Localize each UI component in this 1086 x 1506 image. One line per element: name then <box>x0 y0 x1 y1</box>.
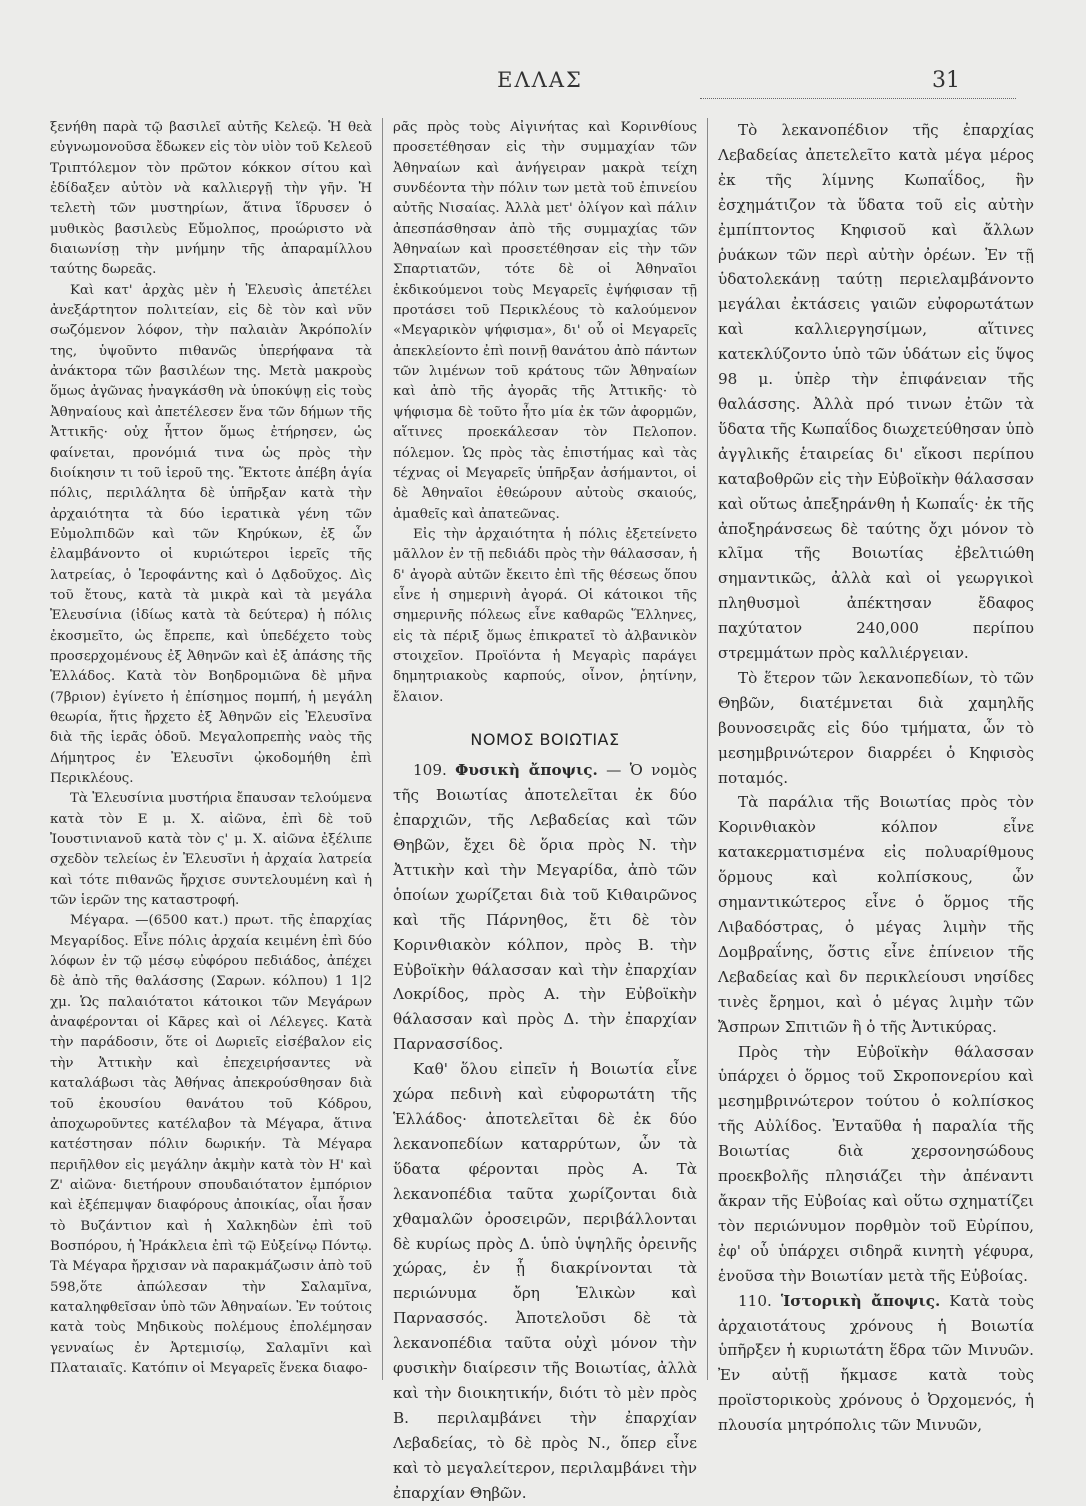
header-rule <box>700 98 1016 99</box>
left-column <box>50 118 372 1379</box>
section-text: — Ὁ νομὸς τῆς Βοιωτίας ἀποτελεῖται ἐκ δύο ἐπαρχιῶν, τῆς Λεβαδείας καὶ τῶν Θηβῶν, ἔχει δὲ ὅρια πρὸς Ν. τὴν Ἀττικὴν καὶ τὴν Μεγαρίδα, ἀπὸ τῶν ὁποίων χωρίζεται διὰ τοῦ Κιθαιρῶνος καὶ τῆς Πάρνηθος, ἔτι δὲ τὸν Κορινθιακὸν κόλπον, πρὸς Β. τὴν Εὐβοϊκὴν θάλασσαν καὶ τὴν ἐπαρχίαν Λοκρίδος, πρὸς Α. τὴν Εὐβοϊκὴν θάλασσαν καὶ πρὸς Δ. τὴν ἐπαρχίαν Παρνασσίδος. <box>393 761 697 1054</box>
paragraph: Καὶ κατ' ἀρχὰς μὲν ἡ Ἐλευσὶς ἀπετέλει ἀνεξάρτητον πολιτείαν, εἰς δὲ τὸν καὶ νῦν σωζόμενον λόφον, τὴν παλαιὰν Ἀκρόπολίν της, ὑψοῦντο πιθανῶς ὑπερήφανα τὰ ἀνάκτορα τῶν βασιλέων της. Μετὰ μακροὺς ὅμως ἀγῶνας ἠναγκάσθη νὰ ὑποκύψῃ εἰς τοὺς Ἀθηναίους καὶ ἀπετέλεσεν ἕνα τῶν δήμων τῆς Ἀττικῆς· οὐχ ἧττον ὅμως ἐτήρησεν, ὡς φαίνεται, προνόμιά τινα ὡς πρὸς τὴν διοίκησιν τι τοῦ ἱεροῦ της. Ἔκτοτε ἀπέβη ἁγία πόλις, περιλάλητα δὲ ὑπῆρξαν κατὰ τὴν ἀρχαιότητα τὰ δύο ἱερατικὰ γένη τῶν Εὐμολπιδῶν καὶ τῶν Κηρύκων, ἐξ ὧν ἐλαμβάνοντο οἱ κυριώτεροι ἱερεῖς τῆς λατρείας, ὁ Ἱεροφάντης καὶ ὁ Δᾳδοῦχος. Δὶς τοῦ ἔτους, κατὰ τὰ μικρὰ καὶ τὰ μεγάλα Ἐλευσίνια (ἰδίως κατὰ τὰ δεύτερα) ἡ πόλις ἐκοσμεῖτο, ὡς ἔπρεπε, καὶ ὑπεδέχετο τοὺς προσερχομένους ἐξ Ἀθηνῶν καὶ ἐξ ἁπάσης τῆς Ἑλλάδος. Κατὰ τὸν Βοηδρομιῶνα δὲ μῆνα (7βριον) ἐγίνετο ἡ ἐπίσημος πομπή, ἡ μεγάλη θεωρία, ἥτις ἤρχετο ἐξ Ἀθηνῶν εἰς Ἐλευσῖνα διὰ τῆς ἱερᾶς ὁδοῦ. Μεγαλοπρεπὴς ναὸς τῆς Δήμητρος ἐν Ἐλευσῖνι ᾠκοδομήθη ἐπὶ Περικλέους. <box>50 282 372 786</box>
section-number: 110. <box>738 1291 772 1310</box>
page-number: 31 <box>932 68 960 93</box>
right-column <box>718 118 1034 1438</box>
section-heading: Φυσικὴ ἄποψις. <box>455 761 598 780</box>
paragraph: ρᾶς πρὸς τοὺς Αἰγινήτας καὶ Κορινθίους προσετέθησαν εἰς τὴν συμμαχίαν τῶν Ἀθηναίων καὶ ἀνήγειραν μακρὰ τείχη συνδέοντα τὴν πόλιν των μετὰ τοῦ ἐπινείου αὐτῆς Νισαίας. Ἀλλὰ μετ' ὀλίγον καὶ πάλιν ἀπεσπάσθησαν ἀπὸ τῆς συμμαχίας τῶν Ἀθηναίων καὶ προσετέθησαν εἰς τὴν τῶν Σπαρτιατῶν, τότε δὲ οἱ Ἀθηναῖοι ἐκδικούμενοι τοὺς Μεγαρεῖς ἐψήφισαν τῇ προτάσει τοῦ Περικλέους τὸ καλούμενον «Μεγαρικὸν ψήφισμα», δι' οὗ οἱ Μεγαρεῖς ἀπεκλείοντο ἐπὶ ποινῇ θανάτου ἀπὸ πάντων τῶν λιμένων τοῦ κράτους τῶν Ἀθηναίων καὶ ἀπὸ τῆς ἀγορᾶς τῆς Ἀττικῆς· τὸ ψήφισμα δὲ τοῦτο ἦτο μία ἐκ τῶν ἀφορμῶν, αἵτινες προεκάλεσαν τὸν Πελοπον. πόλεμον. Ὡς πρὸς τὰς ἐπιστήμας καὶ τὰς τέχνας οἱ Μεγαρεῖς ὑπῆρξαν ἀσήμαντοι, οἱ δὲ Ἀθηναῖοι ἐθεώρουν αὐτοὺς σκαιούς, ἀμαθεῖς καὶ ἀπατεῶνας. <box>393 120 697 522</box>
paragraph: Πρὸς τὴν Εὐβοϊκὴν θάλασσαν ὑπάρχει ὁ ὅρμος τοῦ Σκροπονερίου καὶ μεσημβρινώτερον τούτου ὁ κολπίσκος τῆς Αὐλίδος. Ἐνταῦθα ἡ παραλία τῆς Βοιωτίας διὰ χερσονησώδους προεκβολῆς πλησιάζει τὴν ἀπέναντι ἄκραν τῆς Εὐβοίας καὶ οὕτω σχηματίζει τὸν περιώνυμον πορθμὸν τοῦ Εὐρίπου, ἐφ' οὗ ὑπάρχει σιδηρᾶ κινητὴ γέφυρα, ἑνοῦσα τὴν Βοιωτίαν μετὰ τῆς Εὐβοίας. <box>718 1042 1034 1285</box>
paragraph: Τὰ Ἐλευσίνια μυστήρια ἔπαυσαν τελούμενα κατὰ τὸν Ε μ. Χ. αἰῶνα, ἐπὶ δὲ τοῦ Ἰουστινιανοῦ κατὰ τὸν ς' μ. Χ. αἰῶνα ἐξέλιπε σχεδὸν τελείως ἐν Ἐλευσῖνι ἡ ἀρχαία λατρεία καὶ τότε πιθανῶς ἤρχισε συντελουμένη καὶ ἡ τῶν ἱερῶν της καταστροφή. <box>50 791 372 909</box>
section-109 <box>393 758 697 1057</box>
paragraph: Τὸ λεκανοπέδιον τῆς ἐπαρχίας Λεβαδείας ἀπετελεῖτο κατὰ μέγα μέρος ἐκ τῆς λίμνης Κωπαΐδος, ἣν ἐσχημάτιζον τὰ ὕδατα τοῦ εἰς αὐτὴν ἐμπίπτοντος Κηφισοῦ καὶ ἄλλων ῥυάκων τῶν περὶ αὐτὴν ὀρέων. Ἐν τῇ ὑδατολεκάνῃ ταύτῃ περιελαμβάνοντο μεγάλαι ἐκτάσεις γαιῶν εὐφορωτάτων καὶ καλλιεργησίμων, αἵτινες κατεκλύζοντο ὑπὸ τῶν ὑδάτων εἰς ὕψος 98 μ. ὑπὲρ τὴν ἐπιφάνειαν τῆς θαλάσσης. Ἀλλὰ πρό τινων ἐτῶν τὰ ὕδατα τῆς Κωπαΐδος διωχετεύθησαν ὑπὸ ἀγγλικῆς ἑταιρείας δι' εἴκοσι περίπου καταβοθρῶν εἰς τὴν Εὐβοϊκὴν θάλασσαν καὶ οὕτως ἀπεξηράνθη ἡ Κωπαΐς· ἐκ τῆς ἀποξηράνσεως δὲ ταύτης ὄχι μόνον τὸ κλῖμα τῆς Βοιωτίας ἐβελτιώθη σημαντικῶς, ἀλλὰ καὶ οἱ γεωργικοὶ πληθυσμοὶ ἀπέκτησαν ἔδαφος παχύτατον 240,000 περίπου στρεμμάτων πρὸς καλλιέργειαν. <box>718 121 1034 663</box>
paragraph: Τὸ ἕτερον τῶν λεκανοπεδίων, τὸ τῶν Θηβῶν, διατέμνεται διὰ χαμηλῆς βουνοσειρᾶς εἰς δύο τμήματα, ὧν τὸ μεσημβρινώτερον διαρρέει ὁ Κηφισὸς ποταμός. <box>718 668 1034 787</box>
paragraph: Εἰς τὴν ἀρχαιότητα ἡ πόλις ἐξετείνετο μᾶλλον ἐν τῇ πεδιάδι πρὸς τὴν θάλασσαν, ἡ δ' ἀγορὰ αὐτῶν ἔκειτο ἐπὶ τῆς θέσεως ὅπου εἶνε ἡ σημερινὴ ἀγορά. Οἱ κάτοικοι τῆς σημερινῆς πόλεως εἶνε καθαρῶς Ἕλληνες, εἰς τὰ πέριξ ὅμως ἐπικρατεῖ τὸ ἀλβανικὸν στοιχεῖον. Προϊόντα ἡ Μεγαρὶς παράγει δημητριακοὺς καρπούς, οἶνον, ῥητίνην, ἔλαιον. <box>393 526 697 705</box>
section-text: Κατὰ τοὺς ἀρχαιοτάτους χρόνους ἡ Βοιωτία ὑπῆρξεν ἡ κυριωτάτη ἕδρα τῶν Μινυῶν. Ἐν αὐτῇ ἤκμασε κατὰ τοὺς προϊστορικοὺς χρόνους ὁ Ὀρχομενός, ἡ πλουσία μητρόπολις τῶν Μινυῶν, <box>718 1291 1034 1435</box>
paragraph: ξενήθη παρὰ τῷ βασιλεῖ αὐτῆς Κελεῷ. Ἡ θεὰ εὐγνωμονοῦσα ἔδωκεν εἰς τὸν υἱὸν τοῦ Κελεοῦ Τριπτόλεμον τὸν πρῶτον κόκκον σίτου καὶ ἐδίδαξεν αὐτὸν νὰ καλλιεργῇ τὴν γῆν. Ἡ τελετὴ τῶν μυστηρίων, ἅτινα ἵδρυσεν ὁ μυθικὸς βασιλεὺς Εὔμολπος, προώριστο νὰ διαιωνίσῃ τὴν μνήμην τῆς ἀπαραμίλλου ταύτης δωρεᾶς. <box>50 120 372 278</box>
paragraph: Μέγαρα. —(6500 κατ.) πρωτ. τῆς ἐπαρχίας Μεγαρίδος. Εἶνε πόλις ἀρχαία κειμένη ἐπὶ δύο λόφων ἐν τῷ μέσῳ εὐφόρου πεδιάδος, ἀπέχει δὲ ἀπὸ τῆς θαλάσσης (Σαρων. κόλπου) 1 1|2 χμ. Ὡς παλαιότατοι κάτοικοι τῶν Μεγάρων ἀναφέρονται οἱ Κᾶρες καὶ οἱ Λέλεγες. Κατὰ τὴν παράδοσιν, ὅτε οἱ Δωριεῖς εἰσέβαλον εἰς τὴν Ἀττικὴν καὶ ἐπεχειρήσαντες νὰ καταλάβωσι τὰς Ἀθήνας ἀπεκρούσθησαν διὰ τοῦ ἑκουσίου θανάτου τοῦ Κόδρου, ἀποχωροῦντες κατέλαβον τὰ Μέγαρα, ἅτινα κατέστησαν πόλιν δωρικήν. Τὰ Μέγαρα περιῆλθον εἰς μεγάλην ἀκμὴν κατὰ τὸν Η' καὶ Ζ' αἰῶνα· διετήρουν σπουδαιότατον ἐμπόριον καὶ ἐξέπεμψαν διαφόρους ἀποικίας, οἷαι ἦσαν τὸ Βυζάντιον καὶ ἡ Χαλκηδὼν ἐπὶ τοῦ Βοσπόρου, ἡ Ἡράκλεια ἐπὶ τῷ Εὐξείνῳ Πόντῳ. Τὰ Μέγαρα ἤρχισαν νὰ παρακμάζωσιν ἀπὸ τοῦ 598,ὅτε ἀπώλεσαν τὴν Σαλαμῖνα, καταληφθεῖσαν ὑπὸ τῶν Ἀθηναίων. Ἐν τούτοις κατὰ τοὺς Μηδικοὺς πολέμους ἐπολέμησαν γενναίως ἐν Ἀρτεμισίῳ, Σαλαμῖνι καὶ Πλαταιαῖς. Κατόπιν οἱ Μεγαρεῖς ἕνεκα διαφο- <box>50 913 372 1376</box>
section-heading: Ἱστορικὴ ἄποψις. <box>780 1291 941 1310</box>
section-title: ΝΟΜΟΣ ΒΟΙΩΤΙΑΣ <box>470 729 620 749</box>
section-110 <box>718 1289 1034 1438</box>
paragraph: Καθ' ὅλου εἰπεῖν ἡ Βοιωτία εἶνε χώρα πεδινὴ καὶ εὐφορωτάτη τῆς Ἑλλάδος· ἀποτελεῖται δὲ ἐκ δύο λεκανοπεδίων καταρρύτων, ὧν τὰ ὕδατα φέρονται πρὸς Α. Τὰ λεκανοπέδια ταῦτα χωρίζονται διὰ χθαμαλῶν ὀροσειρῶν, περιβάλλονται δὲ κυρίως πρὸς Δ. ὑπὸ ὑψηλῆς ὀρεινῆς χώρας, ἐν ᾗ διακρίνονται τὰ περιώνυμα ὄρη Ἑλικὼν καὶ Παρνασσός. Ἀποτελοῦσι δὲ τὰ λεκανοπέδια ταῦτα οὐχὶ μόνον τὴν φυσικὴν διαίρεσιν τῆς Βοιωτίας, ἀλλὰ καὶ τὴν διοικητικήν, διότι τὸ μὲν πρὸς Β. περιλαμβάνει τὴν ἐπαρχίαν Λεβαδείας, τὸ δὲ πρὸς Ν., ὅπερ εἶνε καὶ τὸ μεγαλείτερον, περιλαμβάνει τὴν ἐπαρχίαν Θηβῶν. <box>393 1060 697 1502</box>
middle-column <box>382 118 708 1502</box>
paragraph: Τὰ παράλια τῆς Βοιωτίας πρὸς τὸν Κορινθιακὸν κόλπον εἶνε κατακερματισμένα εἰς πολυαρίθμους ὅρμους καὶ κολπίσκους, ὧν σημαντικώτερος εἶνε ὁ ὅρμος τῆς Λιβαδόστρας, ὁ μέγας λιμὴν τῆς Δομβραΐνης, ὅστις εἶνε ἐπίνειον τῆς Λεβαδείας καὶ δν περικλείουσι νησίδες τινὲς ἔρημοι, καὶ ὁ μέγας λιμὴν τῶν Ἄσπρων Σπιτιῶν ἢ ὁ τῆς Ἀντικύρας. <box>718 793 1034 1036</box>
section-number: 109. <box>413 761 447 780</box>
page-header-title: ΕΛΛΑΣ <box>497 68 583 92</box>
